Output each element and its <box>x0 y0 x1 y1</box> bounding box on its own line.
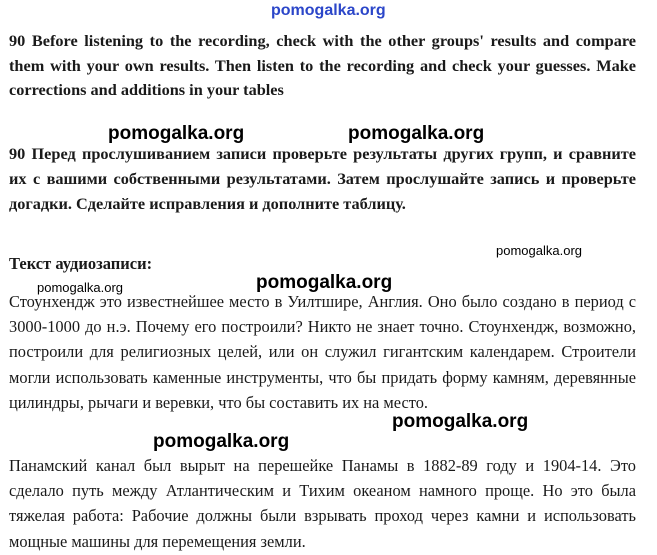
watermark: pomogalka.org <box>108 123 245 144</box>
paragraph-panama: Панамский канал был вырыт на перешейке Панамы в 1882-89 году и 1904-14. Это сделало путь между Атлантическим и Тихим океаном намного проще. Но это была тяжелая работа: Рабочие должны были взрывать проход через камни и использовать мощные машины для перемещения земли. <box>9 456 636 551</box>
task-russian: 90 Перед прослушиванием записи проверьте результаты других групп, и сравните их с вашими собственными результатами. Затем прослушайте запись и проверьте догадки. Сделайте исправления и дополните таблицу. <box>9 144 636 213</box>
watermark: pomogalka.org <box>256 272 393 293</box>
section-heading: Текст аудиозаписи: <box>9 254 153 273</box>
watermark: pomogalka.org <box>496 243 582 258</box>
watermark-top: pomogalka.org <box>271 2 386 19</box>
task-english: 90 Before listening to the recording, check with the other groups' results and compare them with your own results. Then listen to the recording and check your guesses. Make corrections and additions in your tables <box>9 31 636 99</box>
watermark: pomogalka.org <box>37 280 123 295</box>
paragraph-stonehenge: Стоунхендж это известнейшее место в Уилтшире, Англия. Оно было создано в период с 3000-1000 до н.э. Почему его построили? Никто не знает точно. Стоунхендж, возможно, построили для религиозных целей, или он служил гигантским календарем. Строители могли использовать каменные инструменты, что бы придать форму камням, деревянные цилиндры, рычаги и веревки, что бы составить их на место. <box>9 292 636 412</box>
watermark: pomogalka.org <box>392 411 529 432</box>
watermark: pomogalka.org <box>348 123 485 144</box>
watermark: pomogalka.org <box>153 431 290 452</box>
